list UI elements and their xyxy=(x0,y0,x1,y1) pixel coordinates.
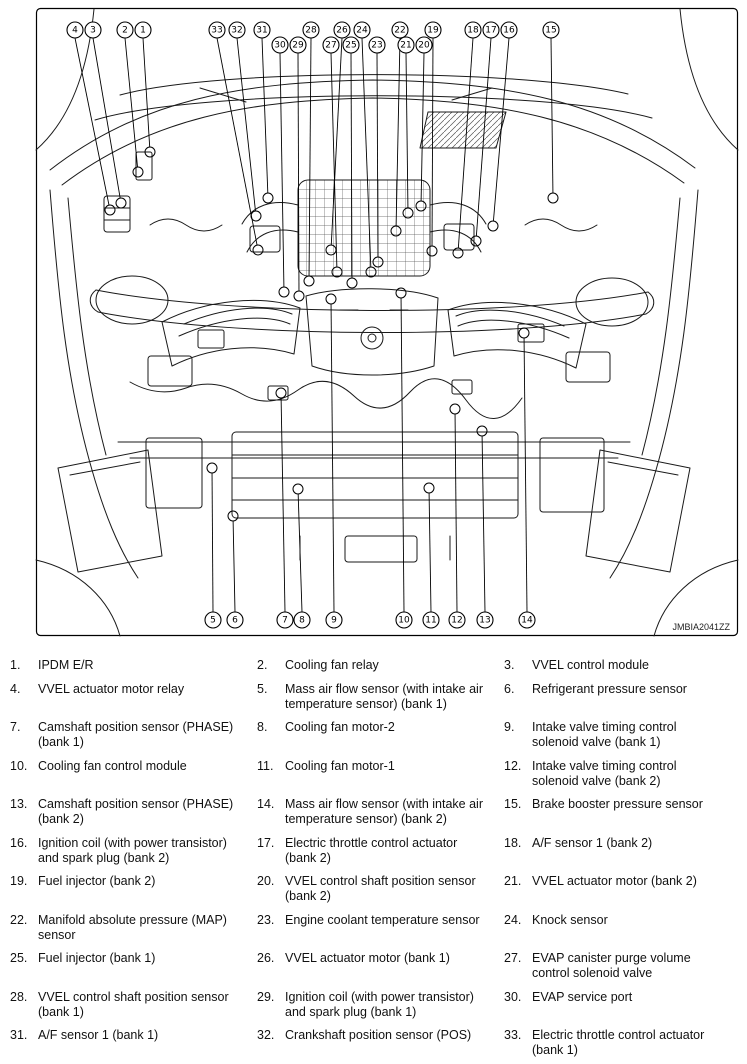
legend-item xyxy=(504,1028,741,1058)
callout-6 xyxy=(227,612,243,628)
svg-text:26: 26 xyxy=(336,25,348,36)
legend-item xyxy=(10,658,257,673)
component-location-marker xyxy=(276,388,286,398)
callout-16 xyxy=(501,22,517,38)
svg-text:15: 15 xyxy=(545,25,557,36)
legend-item xyxy=(504,658,741,673)
legend-item-number: 2. xyxy=(257,658,268,672)
legend-item-label: VVEL control module xyxy=(532,658,649,672)
callout-25 xyxy=(343,37,359,53)
legend-item-number: 32. xyxy=(257,1028,275,1043)
legend-item-label: Ignition coil (with power transistor) and spark plug (bank 1) xyxy=(285,989,474,1019)
callout-7 xyxy=(277,612,293,628)
component-location-marker xyxy=(251,211,261,221)
svg-text:6: 6 xyxy=(232,615,238,626)
leader-line xyxy=(551,38,553,193)
legend-item xyxy=(10,874,257,904)
component-location-marker xyxy=(105,205,115,215)
component-location-marker xyxy=(477,426,487,436)
legend-item xyxy=(257,1028,504,1058)
callout-17 xyxy=(483,22,499,38)
callout-23 xyxy=(369,37,385,53)
component-location-marker xyxy=(293,484,303,494)
svg-text:8: 8 xyxy=(299,615,305,626)
engine-bay-art xyxy=(36,9,738,636)
legend-item-label: Mass air flow sensor (with intake air temperature sensor) (bank 2) xyxy=(285,797,483,826)
component-location-marker xyxy=(133,167,143,177)
svg-text:29: 29 xyxy=(292,40,304,51)
component-location-marker xyxy=(279,287,289,297)
legend-item-label: Engine coolant temperature sensor xyxy=(285,912,480,927)
svg-text:22: 22 xyxy=(394,25,406,36)
legend-item xyxy=(257,836,504,866)
callout-22 xyxy=(392,22,408,38)
legend-item xyxy=(504,990,741,1020)
callout-19 xyxy=(425,22,441,38)
leader-line xyxy=(298,494,302,612)
callout-10 xyxy=(396,612,412,628)
callout-20 xyxy=(416,37,432,53)
legend-item xyxy=(257,759,504,789)
legend-item-label: Intake valve timing control solenoid valve (bank 2) xyxy=(532,758,677,788)
callout-2 xyxy=(117,22,133,38)
callout-31 xyxy=(254,22,270,38)
callout-32 xyxy=(229,22,245,38)
legend-item xyxy=(10,720,257,750)
legend-item-number: 23. xyxy=(257,912,275,927)
legend xyxy=(0,646,747,1064)
legend-item-label: Cooling fan control module xyxy=(38,758,187,773)
svg-text:5: 5 xyxy=(210,615,216,626)
legend-item xyxy=(504,836,741,866)
legend-item-number: 9. xyxy=(504,720,515,735)
legend-item-number: 8. xyxy=(257,720,268,735)
legend-item-label: VVEL actuator motor (bank 2) xyxy=(532,874,697,889)
legend-item-label: Cooling fan relay xyxy=(285,658,379,672)
component-location-marker xyxy=(116,198,126,208)
svg-text:21: 21 xyxy=(400,40,412,51)
legend-item xyxy=(504,951,741,981)
legend-item xyxy=(10,1028,257,1058)
legend-item-number: 25. xyxy=(10,951,28,966)
legend-item-number: 21. xyxy=(504,874,522,889)
component-location-marker xyxy=(396,288,406,298)
legend-item-label: Cooling fan motor-2 xyxy=(285,720,395,735)
callout-15 xyxy=(543,22,559,38)
legend-item-number: 7. xyxy=(10,720,21,735)
legend-item xyxy=(257,951,504,981)
svg-text:16: 16 xyxy=(503,25,515,36)
svg-text:1: 1 xyxy=(140,25,146,36)
leader-line xyxy=(524,338,527,612)
legend-item-number: 6. xyxy=(504,681,515,696)
legend-item xyxy=(504,759,741,789)
legend-item-number: 3. xyxy=(504,658,515,672)
svg-text:9: 9 xyxy=(331,615,337,626)
component-location-marker xyxy=(294,291,304,301)
legend-item xyxy=(504,682,741,712)
svg-text:32: 32 xyxy=(231,25,243,36)
svg-text:17: 17 xyxy=(485,25,497,36)
legend-item-label: Manifold absolute pressure (MAP) sensor xyxy=(38,912,227,942)
legend-item-label: IPDM E/R xyxy=(38,658,94,672)
legend-item xyxy=(257,682,504,712)
callout-21 xyxy=(398,37,414,53)
callout-18 xyxy=(465,22,481,38)
legend-item xyxy=(504,720,741,750)
callout-8 xyxy=(294,612,310,628)
legend-item-number: 19. xyxy=(10,874,28,889)
legend-item xyxy=(10,797,257,827)
legend-item-number: 24. xyxy=(504,912,522,927)
legend-item xyxy=(257,658,504,673)
legend-item-label: Fuel injector (bank 1) xyxy=(38,951,156,966)
legend-item-label: Electric throttle control actuator (bank 2) xyxy=(285,835,458,865)
legend-item-label: Mass air flow sensor (with intake air temperature sensor) (bank 1) xyxy=(285,681,483,711)
svg-text:19: 19 xyxy=(427,25,439,36)
component-location-marker xyxy=(488,221,498,231)
legend-item-number: 12. xyxy=(504,758,522,773)
legend-item-number: 22. xyxy=(10,912,28,927)
component-location-marker xyxy=(450,404,460,414)
legend-item-label: VVEL control shaft position sensor (bank 1) xyxy=(38,989,229,1019)
component-location-marker xyxy=(548,193,558,203)
legend-item-number: 30. xyxy=(504,989,522,1004)
legend-item-number: 18. xyxy=(504,835,522,850)
callout-27 xyxy=(323,37,339,53)
callout-26 xyxy=(334,22,350,38)
component-location-marker xyxy=(228,511,238,521)
component-location-marker xyxy=(253,245,263,255)
legend-item xyxy=(257,720,504,750)
callout-9 xyxy=(326,612,342,628)
legend-item xyxy=(257,913,504,943)
leader-line xyxy=(262,38,268,193)
component-location-marker xyxy=(263,193,273,203)
legend-item-number: 26. xyxy=(257,951,275,966)
svg-text:3: 3 xyxy=(90,25,96,36)
legend-item xyxy=(10,913,257,943)
leader-line xyxy=(429,493,431,612)
svg-text:30: 30 xyxy=(274,40,286,51)
legend-item-label: VVEL actuator motor (bank 1) xyxy=(285,951,450,966)
leader-line xyxy=(482,436,485,612)
svg-text:2: 2 xyxy=(122,25,128,36)
legend-item-label: VVEL actuator motor relay xyxy=(38,681,185,696)
svg-text:13: 13 xyxy=(479,615,491,626)
legend-item-label: Fuel injector (bank 2) xyxy=(38,874,156,889)
legend-item xyxy=(504,913,741,943)
leader-line xyxy=(143,38,150,147)
legend-item-number: 13. xyxy=(10,797,28,812)
svg-text:27: 27 xyxy=(325,40,337,51)
legend-item xyxy=(257,874,504,904)
legend-item xyxy=(10,951,257,981)
callout-4 xyxy=(67,22,83,38)
legend-item-number: 17. xyxy=(257,835,275,850)
leader-line xyxy=(125,38,138,167)
leader-line xyxy=(281,398,285,612)
legend-item-label: Knock sensor xyxy=(532,912,608,927)
legend-item-number: 29. xyxy=(257,989,275,1004)
legend-item xyxy=(504,797,741,827)
component-location-marker xyxy=(207,463,217,473)
callout-14 xyxy=(519,612,535,628)
legend-item-number: 11. xyxy=(257,758,274,773)
legend-item-number: 15. xyxy=(504,797,522,812)
component-location-marker xyxy=(424,483,434,493)
legend-item-label: A/F sensor 1 (bank 2) xyxy=(532,835,653,850)
component-location-marker xyxy=(519,328,529,338)
legend-item xyxy=(10,759,257,789)
legend-item-label: A/F sensor 1 (bank 1) xyxy=(38,1028,159,1043)
callout-12 xyxy=(449,612,465,628)
leader-line xyxy=(237,38,255,211)
legend-item-number: 27. xyxy=(504,951,522,966)
svg-text:25: 25 xyxy=(345,40,357,51)
svg-text:4: 4 xyxy=(72,25,78,36)
legend-item-label: Camshaft position sensor (PHASE) (bank 1) xyxy=(38,720,234,749)
component-location-marker xyxy=(326,294,336,304)
callout-33 xyxy=(209,22,225,38)
legend-item-label: Camshaft position sensor (PHASE) (bank 2) xyxy=(38,797,234,826)
legend-item xyxy=(257,797,504,827)
legend-item xyxy=(504,874,741,904)
legend-item-number: 16. xyxy=(10,835,28,850)
legend-item-label: VVEL control shaft position sensor (bank 2) xyxy=(285,874,476,903)
legend-item xyxy=(257,990,504,1020)
leader-line xyxy=(455,414,457,612)
legend-item-number: 4. xyxy=(10,681,21,696)
legend-item-label: Intake valve timing control solenoid valve (bank 1) xyxy=(532,720,677,749)
legend-item-number: 31. xyxy=(10,1028,28,1043)
legend-item xyxy=(10,990,257,1020)
legend-item-label: Crankshaft position sensor (POS) xyxy=(285,1028,472,1043)
svg-text:14: 14 xyxy=(521,615,533,626)
legend-item-label: Refrigerant pressure sensor xyxy=(532,681,687,696)
legend-item-number: 20. xyxy=(257,874,275,889)
component-location-marker xyxy=(347,278,357,288)
legend-item-label: Cooling fan motor-1 xyxy=(285,758,395,773)
legend-item-label: EVAP canister purge volume control solenoid valve xyxy=(532,951,691,980)
leader-line xyxy=(75,38,109,205)
svg-text:7: 7 xyxy=(282,615,288,626)
figure-code: JMBIA2041ZZ xyxy=(672,622,730,632)
legend-item xyxy=(10,682,257,712)
svg-text:10: 10 xyxy=(398,615,410,626)
callout-3 xyxy=(85,22,101,38)
svg-text:28: 28 xyxy=(305,25,317,36)
callout-1 xyxy=(135,22,151,38)
svg-text:33: 33 xyxy=(211,25,223,36)
legend-item-number: 14. xyxy=(257,797,275,812)
legend-item-number: 1. xyxy=(10,658,21,672)
leader-line xyxy=(432,38,433,246)
legend-item xyxy=(10,836,257,866)
callout-24 xyxy=(354,22,370,38)
leader-line xyxy=(233,521,235,612)
legend-item-number: 5. xyxy=(257,681,268,696)
legend-item-label: Ignition coil (with power transistor) and spark plug (bank 2) xyxy=(38,835,227,865)
leader-line xyxy=(280,53,284,287)
legend-item-number: 33. xyxy=(504,1028,522,1043)
svg-text:20: 20 xyxy=(418,40,430,51)
svg-text:11: 11 xyxy=(425,615,437,626)
callout-29 xyxy=(290,37,306,53)
callout-5 xyxy=(205,612,221,628)
svg-text:24: 24 xyxy=(356,25,368,36)
callout-11 xyxy=(423,612,439,628)
svg-text:23: 23 xyxy=(371,40,383,51)
legend-item-number: 10. xyxy=(10,758,28,773)
leader-line xyxy=(93,38,120,198)
callout-30 xyxy=(272,37,288,53)
leader-line xyxy=(212,473,213,612)
legend-item-label: Brake booster pressure sensor xyxy=(532,797,703,812)
svg-text:18: 18 xyxy=(467,25,479,36)
legend-item-number: 28. xyxy=(10,989,28,1004)
callout-28 xyxy=(303,22,319,38)
legend-item-label: Electric throttle control actuator (bank 1) xyxy=(532,1028,705,1057)
svg-text:12: 12 xyxy=(451,615,463,626)
component-location-marker xyxy=(304,276,314,286)
callout-13 xyxy=(477,612,493,628)
legend-item-label: EVAP service port xyxy=(532,989,633,1004)
svg-text:31: 31 xyxy=(256,25,268,36)
